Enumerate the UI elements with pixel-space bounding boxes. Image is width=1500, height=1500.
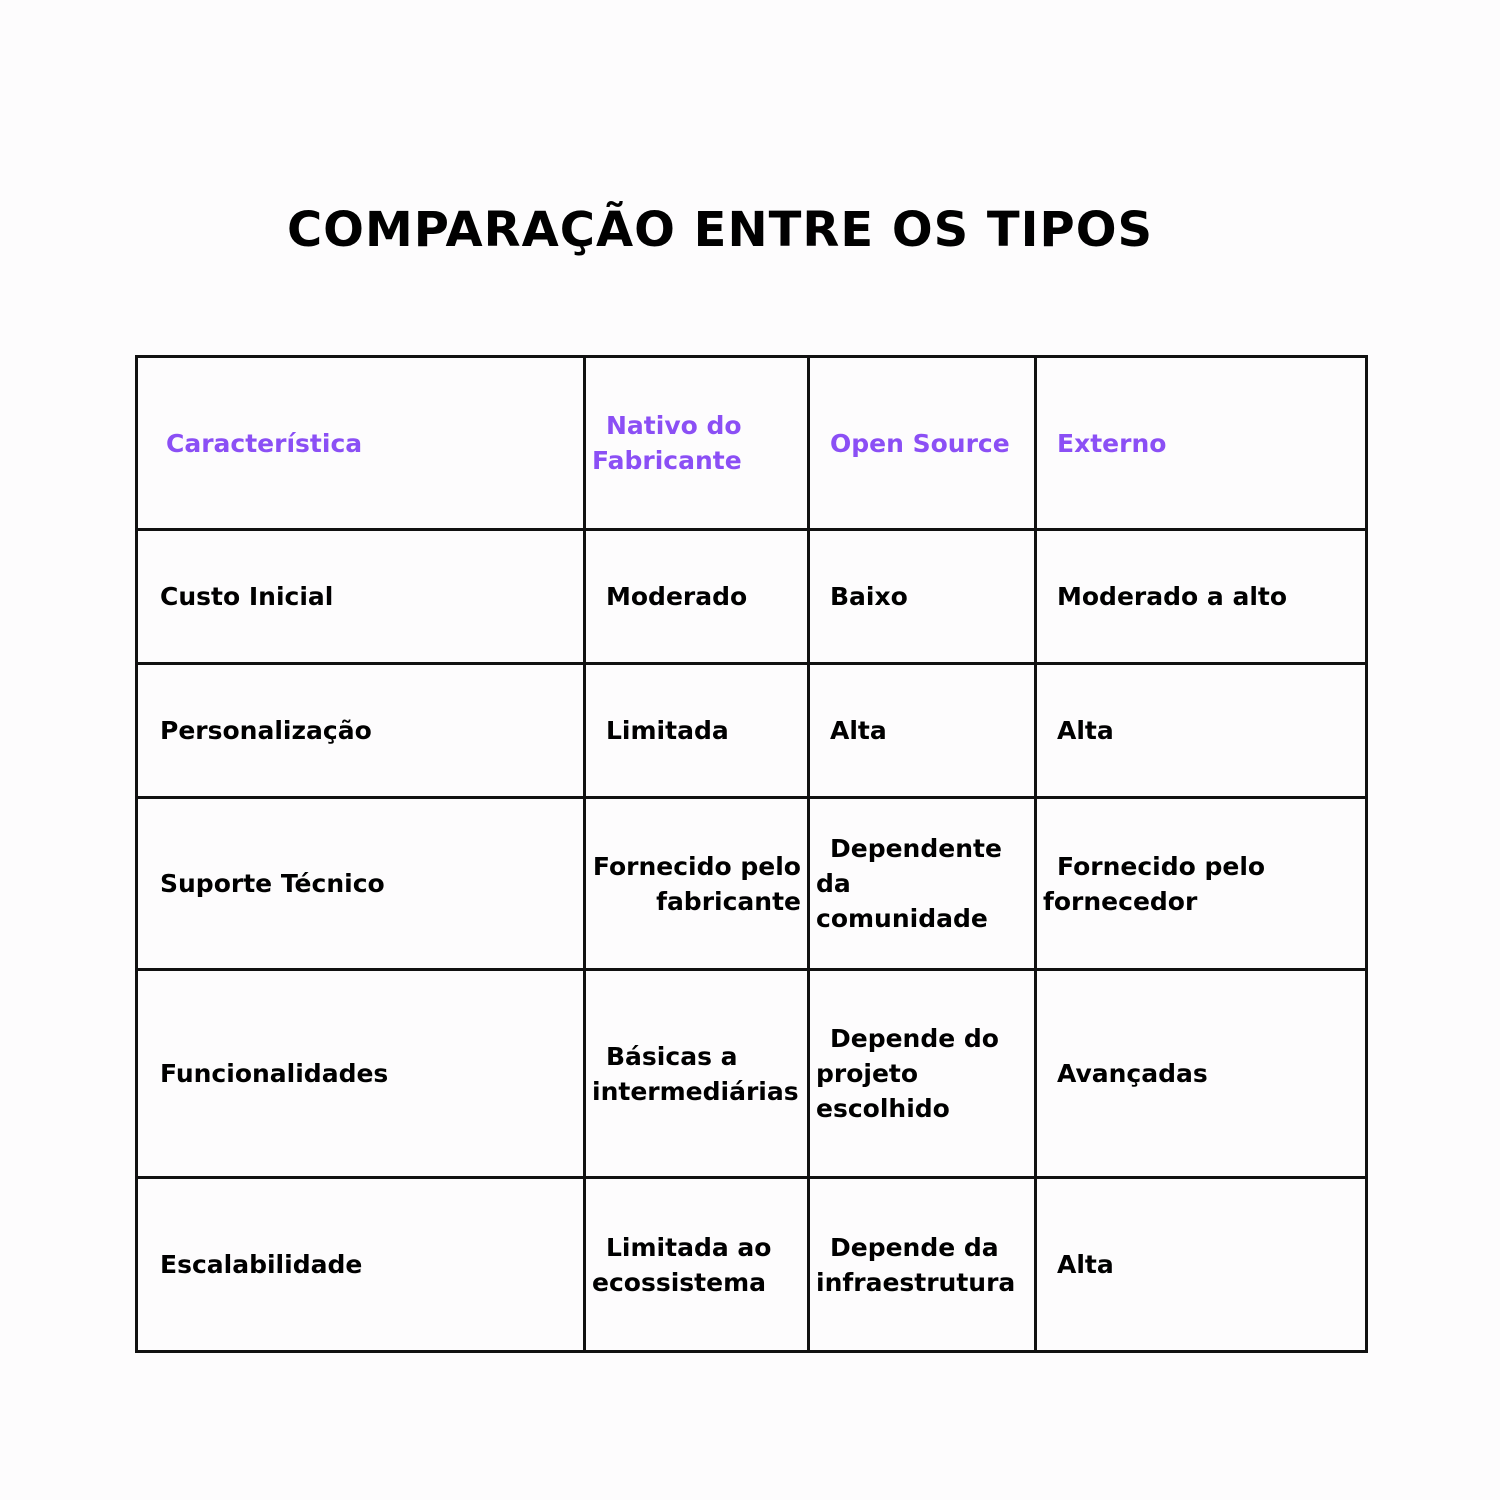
cell-open-source: [809, 664, 1036, 798]
cell-externo: [1036, 970, 1367, 1178]
header-externo: [1036, 357, 1367, 530]
cell-nativo: [585, 1178, 809, 1352]
row-label: Suporte Técnico: [137, 798, 585, 970]
header-nativo-label: Nativo do Fabricante: [592, 411, 742, 475]
row-label: Funcionalidades: [137, 970, 585, 1178]
cell-text: Básicas a intermediárias: [592, 1041, 799, 1106]
cell-open-source: [809, 1178, 1036, 1352]
table-row: [137, 664, 1367, 798]
cell-text: Depende do projeto escolhido: [816, 1024, 999, 1123]
cell-text: Baixo: [830, 582, 908, 611]
cell-externo: [1036, 664, 1367, 798]
cell-text: Depende da infraestrutura: [816, 1232, 1016, 1297]
cell-text: Dependente da comunidade: [816, 834, 1002, 933]
cell-text: Moderado a alto: [1057, 582, 1288, 611]
cell-text: Fornecido pelo fornecedor: [1043, 851, 1266, 916]
comparison-table: [135, 355, 1368, 1353]
cell-externo: [1036, 798, 1367, 970]
cell-open-source: [809, 970, 1036, 1178]
row-label: Personalização: [137, 664, 585, 798]
cell-nativo: [585, 798, 809, 970]
cell-text: Limitada ao ecossistema: [592, 1232, 772, 1297]
table-row: [137, 798, 1367, 970]
cell-text: Alta: [830, 716, 887, 745]
header-caracteristica: Característica: [137, 357, 585, 530]
table-row: [137, 1178, 1367, 1352]
table-row: [137, 970, 1367, 1178]
header-nativo: [585, 357, 809, 530]
cell-text: Fornecido pelo fabricante: [592, 851, 801, 916]
cell-nativo: [585, 530, 809, 664]
cell-externo: [1036, 530, 1367, 664]
page-title: COMPARAÇÃO ENTRE OS TIPOS: [286, 202, 1154, 258]
cell-text: Moderado: [606, 582, 748, 611]
cell-text: Alta: [1057, 1250, 1114, 1279]
header-externo-label: Externo: [1057, 428, 1167, 458]
cell-externo: [1036, 1178, 1367, 1352]
cell-open-source: [809, 798, 1036, 970]
table-row: [137, 530, 1367, 664]
row-label: Custo Inicial: [137, 530, 585, 664]
table-header-row: [137, 357, 1367, 530]
cell-text: Avançadas: [1057, 1059, 1208, 1088]
header-open-source-label: Open Source: [830, 428, 1010, 458]
cell-open-source: [809, 530, 1036, 664]
cell-text: Limitada: [606, 716, 729, 745]
row-label: Escalabilidade: [137, 1178, 585, 1352]
cell-nativo: [585, 970, 809, 1178]
cell-text: Alta: [1057, 716, 1114, 745]
cell-nativo: [585, 664, 809, 798]
header-open-source: [809, 357, 1036, 530]
